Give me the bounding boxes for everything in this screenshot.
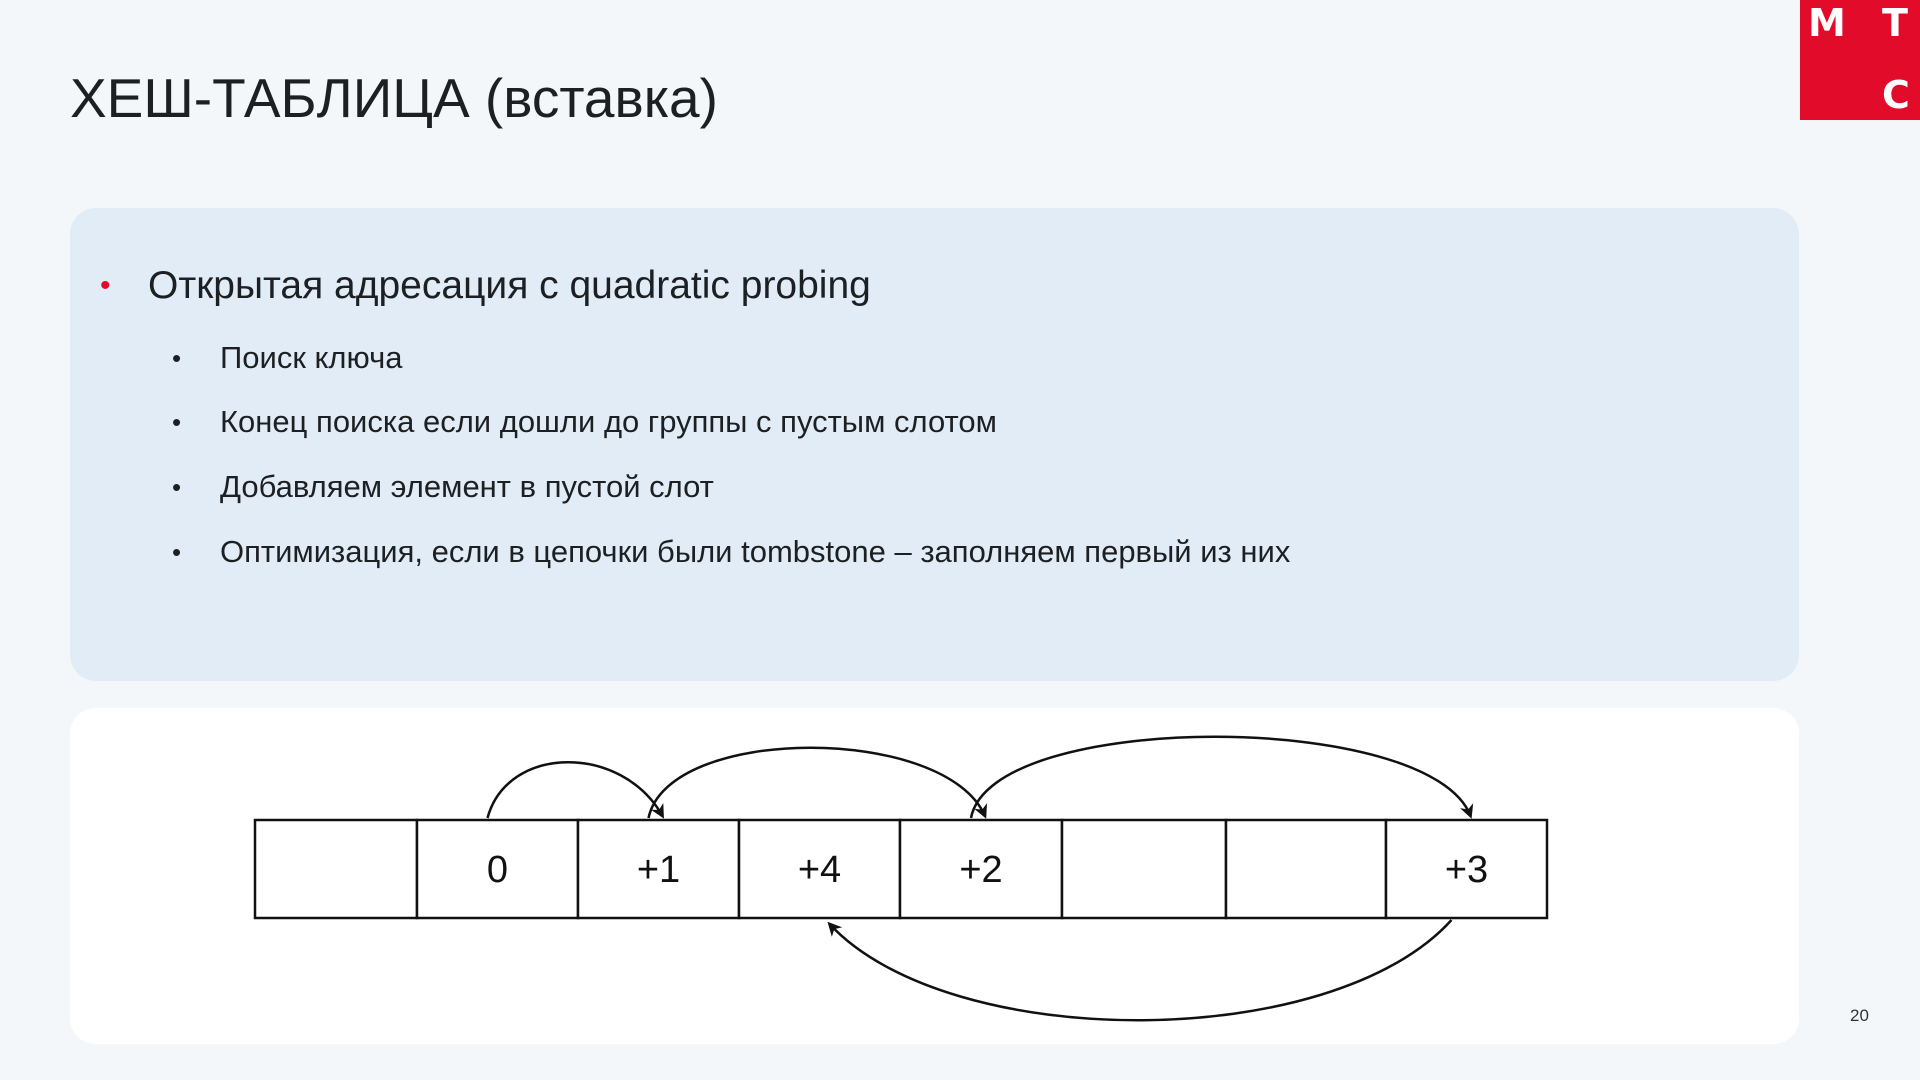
sub-bullet-text: Добавляем элемент в пустой слот bbox=[220, 469, 714, 504]
table-cell bbox=[1062, 820, 1226, 918]
table-cell bbox=[578, 820, 739, 918]
company-logo bbox=[1800, 0, 1920, 120]
diagram-card bbox=[70, 708, 1799, 1044]
probe-arrow bbox=[971, 737, 1471, 818]
sub-bullet-text: Поиск ключа bbox=[220, 340, 403, 375]
table-cell bbox=[255, 820, 417, 918]
cell-label: +3 bbox=[1444, 849, 1489, 891]
cell-label: +2 bbox=[959, 849, 1003, 891]
sub-bullet bbox=[172, 534, 1290, 570]
sub-bullet bbox=[172, 469, 714, 505]
table-cell bbox=[1386, 820, 1547, 918]
bullet-dot-icon: • bbox=[172, 406, 182, 437]
probe-arrow bbox=[488, 762, 663, 818]
cell-label: 0 bbox=[486, 849, 509, 891]
probe-arrow bbox=[649, 748, 986, 818]
table-cell bbox=[739, 820, 900, 918]
content-card bbox=[70, 208, 1799, 681]
probe-arrow bbox=[830, 920, 1452, 1020]
logo-letter-m: М bbox=[1808, 1, 1846, 45]
main-bullet bbox=[100, 264, 871, 308]
sub-bullet-text: Конец поиска если дошли до группы с пустым слотом bbox=[220, 404, 997, 439]
bullet-dot-icon: • bbox=[172, 536, 182, 567]
probing-diagram bbox=[70, 708, 1799, 1044]
bullet-dot-icon: • bbox=[172, 342, 182, 373]
sub-bullet-text: Оптимизация, если в цепочки были tombstone – заполняем первый из них bbox=[220, 534, 1291, 569]
table-cell bbox=[1226, 820, 1386, 918]
table-cell bbox=[900, 820, 1062, 918]
bullet-dot-icon: • bbox=[172, 471, 182, 502]
page-number: 20 bbox=[1850, 1006, 1869, 1025]
table-cell bbox=[417, 820, 578, 918]
logo-letter-t: Т bbox=[1882, 1, 1908, 45]
cell-label: +1 bbox=[636, 849, 681, 891]
bullet-dot-icon: • bbox=[100, 269, 111, 302]
cell-label: +4 bbox=[797, 849, 842, 891]
main-bullet-text: Открытая адресация с quadratic probing bbox=[148, 264, 871, 307]
sub-bullet bbox=[172, 340, 402, 376]
sub-bullet bbox=[172, 404, 997, 440]
logo-letter-s: С bbox=[1882, 73, 1910, 117]
slide-title: ХЕШ-ТАБЛИЦА (вставка) bbox=[70, 67, 718, 129]
